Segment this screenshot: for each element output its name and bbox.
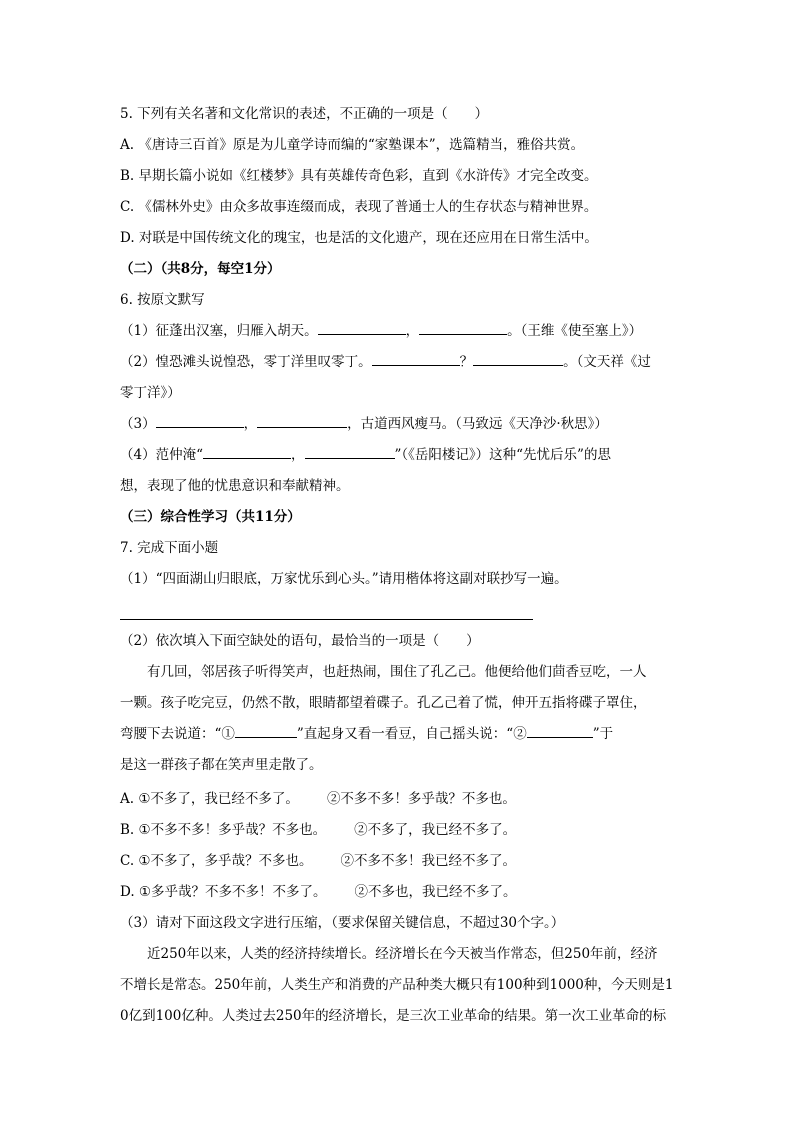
question-7-stem: 7. 完成下面小题 [120, 540, 219, 556]
blank-8[interactable] [305, 446, 395, 459]
answer-writing-line[interactable] [120, 619, 533, 620]
passage-line-4: 是这一群孩子都在笑声里走散了。 [120, 757, 323, 773]
item-3-end: ，古道西风瘦马。（马致远《天净沙·秋思》） [347, 416, 608, 432]
blank-5[interactable] [156, 415, 244, 428]
item-2-sep: ？ [459, 354, 474, 370]
question-5-stem: 5. 下列有关名著和文化常识的表述，不正确的一项是（ ） [120, 106, 489, 122]
item-2-text: （2）惶恐滩头说惶恐，零丁洋里叹零丁。 [120, 354, 372, 370]
passage-line-1: 有几回，邻居孩子听得笑声，也赶热闹，围住了孔乙己。他便给他们茴香豆吃，一人 [147, 664, 647, 680]
item-3-sep: ， [243, 416, 258, 432]
section-3-heading: （三）综合性学习（共11分） [120, 509, 301, 525]
item-2-end: 。（文天祥《过 [563, 354, 651, 370]
question-5-option-c: C. 《儒林外史》由众多故事连缀而成，表现了普通士人的生存状态与精神世界。 [120, 199, 598, 215]
question-6-item-2 [120, 353, 680, 371]
option-c-2: ②不多不多！我已经不多了。 [340, 853, 517, 869]
section-2-heading: （二）（共8分，每空1分） [120, 261, 281, 277]
option-b-1: B. ①不多不多！多乎哉？不多也。 [120, 822, 327, 838]
question-7-sub-1: （1）“四面湖山归眼底，万家忧乐到心头。”请用楷体将这副对联抄写一遍。 [120, 571, 568, 587]
question-7-option-c [120, 852, 680, 870]
question-7-option-d [120, 883, 680, 901]
question-7-sub-3: （3）请对下面这段文字进行压缩，（要求保留关键信息，不超过30个字。） [120, 915, 565, 931]
item-1-end: 。（王维《使至塞上》） [507, 323, 643, 339]
question-6-stem: 6. 按原文默写 [120, 292, 205, 308]
question-6-item-1 [120, 322, 680, 340]
question-7-sub-2: （2）依次填入下面空缺处的语句，最恰当的一项是（ ） [120, 633, 480, 649]
question-6-item-3 [120, 415, 680, 433]
blank-1[interactable] [318, 322, 406, 335]
blank-4[interactable] [473, 353, 563, 366]
option-c-1: C. ①不多了，多乎哉？不多也。 [120, 853, 313, 869]
paragraph-line-2: 不增长是常态。250年前，人类生产和消费的产品种类大概只有100种到1000种，今天则是1 [120, 977, 674, 993]
question-6-item-2-cont: 零丁洋》） [120, 385, 181, 401]
option-a-2: ②不多不多！多乎哉？不多也。 [326, 791, 516, 807]
option-a-1: A. ①不多了，我已经不多了。 [120, 791, 299, 807]
question-6-item-4 [120, 446, 680, 464]
question-6-item-4-cont: 想，表现了他的忧患意识和奉献精神。 [120, 478, 350, 494]
question-7-option-a [120, 790, 680, 808]
option-d-1: D. ①多乎哉？不多不多！不多了。 [120, 884, 327, 900]
passage-3-a: 弯腰下去说道：“① [120, 726, 235, 742]
item-3-text: （3） [120, 416, 156, 432]
passage-line-3 [120, 725, 680, 743]
item-4-text: （4）范仲淹“ [120, 447, 203, 463]
question-5-option-d: D. 对联是中国传统文化的瑰宝，也是活的文化遗产，现在还应用在日常生活中。 [120, 230, 598, 246]
option-b-2: ②不多了，我已经不多了。 [354, 822, 517, 838]
question-7-option-b [120, 821, 680, 839]
option-d-2: ②不多也，我已经不多了。 [354, 884, 517, 900]
passage-3-c: ”于 [592, 726, 614, 742]
paragraph-line-3: 0亿到100亿种。人类过去250年的经济增长，是三次工业革命的结果。第一次工业革命的标 [120, 1008, 667, 1024]
item-4-end: ”（《岳阳楼记》）这种“先忧后乐”的思 [394, 447, 611, 463]
question-5-option-b: B. 早期长篇小说如《红楼梦》具有英雄传奇色彩，直到《水浒传》才完全改变。 [120, 168, 598, 184]
passage-3-b: ”直起身又看一看豆，自己摇头说：“② [296, 726, 527, 742]
blank-10[interactable] [527, 725, 593, 738]
item-1-text: （1）征蓬出汉塞，归雁入胡天。 [120, 323, 318, 339]
paragraph-line-1: 近250年以来，人类的经济持续增长。经济增长在今天被当作常态，但250年前，经济 [147, 946, 658, 962]
blank-2[interactable] [419, 322, 507, 335]
question-5-option-a: A. 《唐诗三百首》原是为儿童学诗而编的“家塾课本”，选篇精当，雅俗共赏。 [120, 137, 585, 153]
blank-9[interactable] [235, 725, 297, 738]
blank-7[interactable] [203, 446, 291, 459]
item-4-sep: ， [291, 447, 305, 463]
blank-6[interactable] [257, 415, 347, 428]
passage-line-2: 一颗。孩子吃完豆，仍然不散，眼睛都望着碟子。孔乙己着了慌，伸开五指将碟子罩住， [120, 695, 647, 711]
item-1-sep: ， [405, 323, 420, 339]
blank-3[interactable] [372, 353, 460, 366]
